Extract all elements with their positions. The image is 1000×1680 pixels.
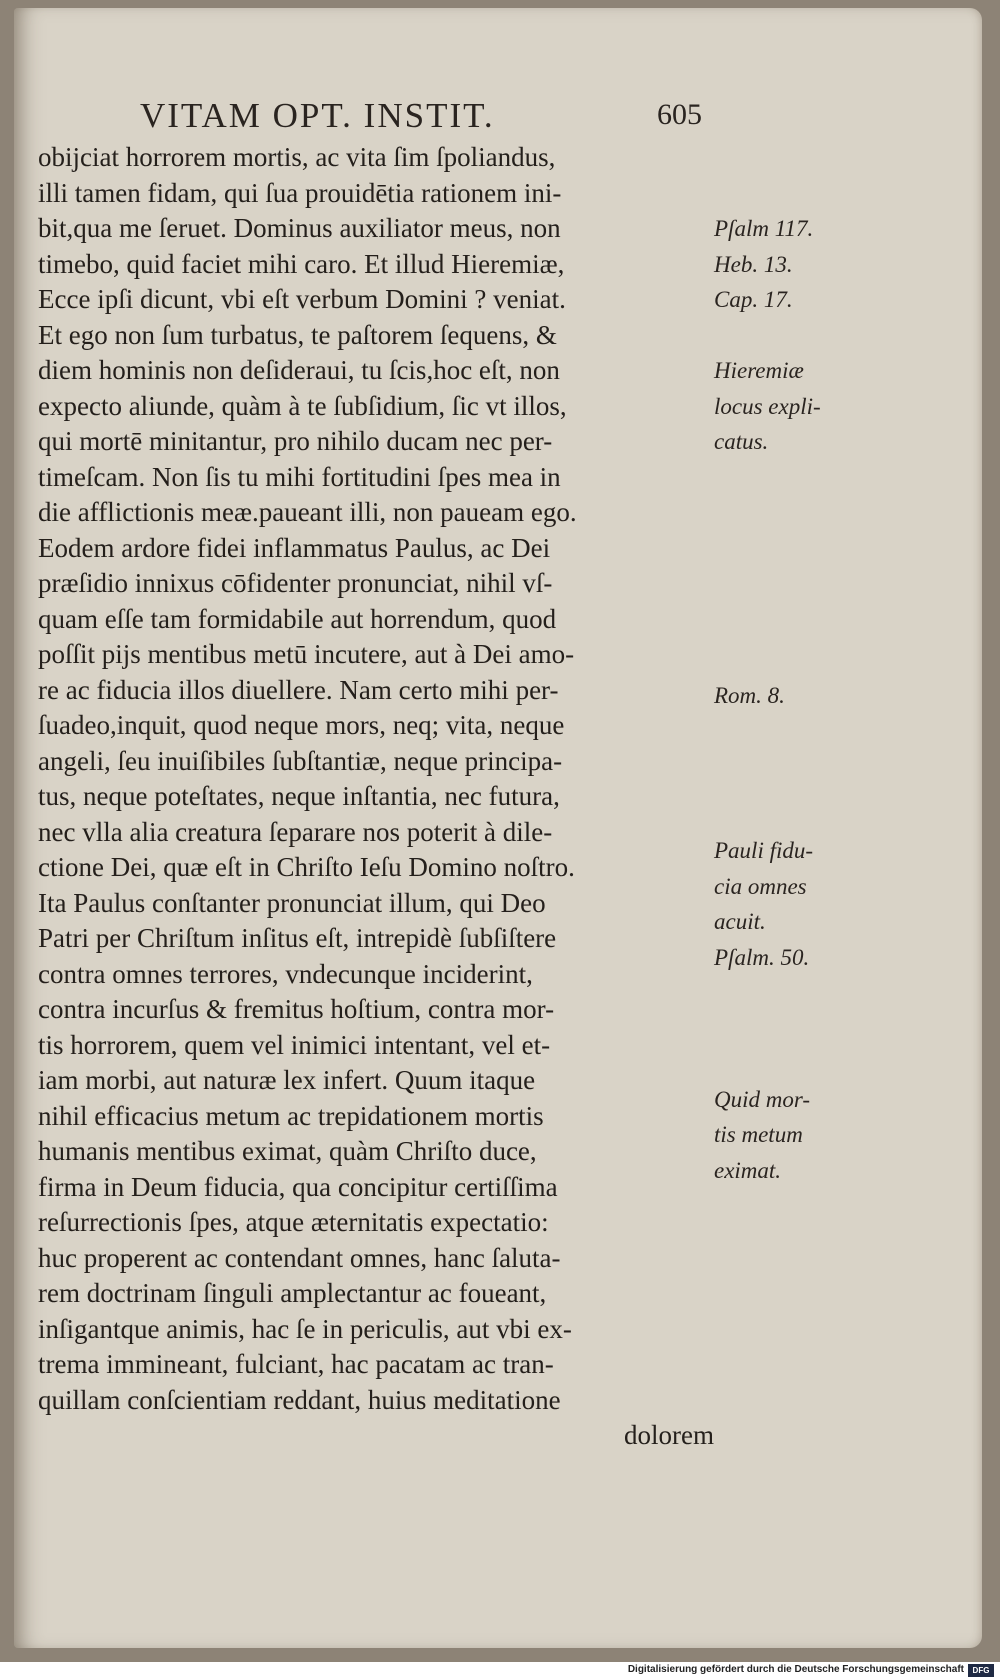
catchword: dolorem — [624, 1420, 714, 1450]
body-line: quillam conſcientiam reddant, huius meditatione — [38, 1384, 561, 1415]
body-line: reſurrectionis ſpes, atque æternitatis expectatio: — [38, 1207, 549, 1237]
body-line: tis horrorem, quem vel inimici intentant, vel et- — [38, 1029, 551, 1060]
margin-note: eximat. — [714, 1157, 782, 1183]
margin-note: Pſalm. 50. — [714, 944, 810, 970]
body-line: quam eſſe tam formidabile aut horrendum, quod — [38, 603, 557, 634]
body-line: trema immineant, fulciant, hac pacatam ac tran- — [38, 1349, 554, 1379]
body-line: Eodem ardore fidei inflammatus Paulus, ac Dei — [38, 532, 551, 563]
body-line: bit,qua me ſeruet. Dominus auxiliator meus, non — [38, 213, 561, 243]
body-line: expecto aliunde, quàm à te ſubſidium, ſic vt illos, — [38, 390, 567, 421]
body-line: angeli, ſeu inuiſibiles ſubſtantiæ, neque principa- — [38, 745, 563, 776]
body-line: Et ego non ſum turbatus, te paſtorem ſequens, & — [38, 319, 557, 350]
body-line: obijciat horrorem mortis, ac vita ſim ſpoliandus, — [38, 142, 556, 172]
body-line: humanis mentibus eximat, quàm Chriſto duce, — [38, 1136, 537, 1166]
page-number: 605 — [657, 98, 702, 131]
body-text — [38, 140, 714, 1454]
body-line: nihil efficacius metum ac trepidationem mortis — [38, 1100, 544, 1131]
margin-note: cia omnes — [714, 873, 807, 899]
body-line: nec vlla alia creatura ſeparare nos poterit à dile- — [38, 816, 553, 847]
margin-note: Pauli fidu- — [714, 838, 814, 863]
body-line: poſſit pijs mentibus metū incutere, aut à Dei amo- — [38, 639, 575, 669]
body-line: illi tamen fidam, qui ſua prouidētia rationem ini- — [38, 177, 562, 208]
body-line: timebo, quid faciet mihi caro. Et illud Hieremiæ, — [38, 248, 565, 279]
body-line: tus, neque poteſtates, neque inſtantia, nec futura, — [38, 781, 560, 811]
margin-note: Hieremiæ — [714, 358, 804, 383]
body-line: Ita Paulus conſtanter pronunciat illum, qui Deo — [38, 887, 546, 918]
margin-note: Quid mor- — [714, 1086, 811, 1112]
body-line: huc properent ac contendant omnes, hanc ſaluta- — [38, 1242, 561, 1273]
body-line: re ac fiducia illos diuellere. Nam certo mihi per- — [38, 674, 559, 705]
body-line: contra incurſus & fremitus hoſtium, contra mor- — [38, 994, 555, 1024]
margin-note: acuit. — [714, 909, 766, 934]
digitization-credit: Digitalisierung gefördert durch die Deutsche Forschungsgemeinschaft — [627, 1664, 964, 1675]
margin-note: locus expli- — [714, 393, 821, 419]
body-line: præſidio innixus cōfidenter pronunciat, nihil vſ- — [38, 568, 553, 598]
body-line: Patri per Chriſtum inſitus eſt, intrepidè ſubſiſtere — [38, 923, 557, 953]
body-line: die afflictionis meæ.paueant illi, non paueam ego. — [38, 497, 577, 527]
body-line: Ecce ipſi dicunt, vbi eſt verbum Domini ? veniat. — [38, 284, 566, 314]
margin-note: Rom. 8. — [714, 683, 785, 708]
body-line: rem doctrinam ſinguli amplectantur ac foueant, — [38, 1278, 547, 1308]
body-line: timeſcam. Non ſis tu mihi fortitudini ſpes mea in — [38, 461, 561, 492]
running-title: VITAM OPT. INSTIT. — [140, 96, 495, 135]
margin-note: Cap. 17. — [714, 287, 793, 312]
body-line: inſigantque animis, hac ſe in periculis, aut vbi ex- — [38, 1313, 572, 1344]
body-line: iam morbi, aut naturæ lex infert. Quum itaque — [38, 1065, 536, 1095]
dfg-logo: DFG — [968, 1664, 994, 1677]
margin-note: Heb. 13. — [714, 251, 793, 277]
margin-note: tis metum — [714, 1122, 803, 1147]
body-line: diem hominis non deſideraui, tu ſcis,hoc eſt, non — [38, 355, 560, 385]
body-line: ſuadeo,inquit, quod neque mors, neq; vita, neque — [38, 710, 565, 740]
body-line: ctione Dei, quæ eſt in Chriſto Ieſu Domino noſtro. — [38, 852, 575, 882]
body-line: contra omnes terrores, vndecunque inciderint, — [38, 958, 533, 989]
body-line: qui mortē minitantur, pro nihilo ducam nec per- — [38, 426, 553, 456]
margin-note: Pſalm 117. — [714, 216, 814, 241]
body-line: firma in Deum fiducia, qua concipitur certiſſima — [38, 1171, 558, 1202]
margin-note: catus. — [714, 429, 769, 454]
